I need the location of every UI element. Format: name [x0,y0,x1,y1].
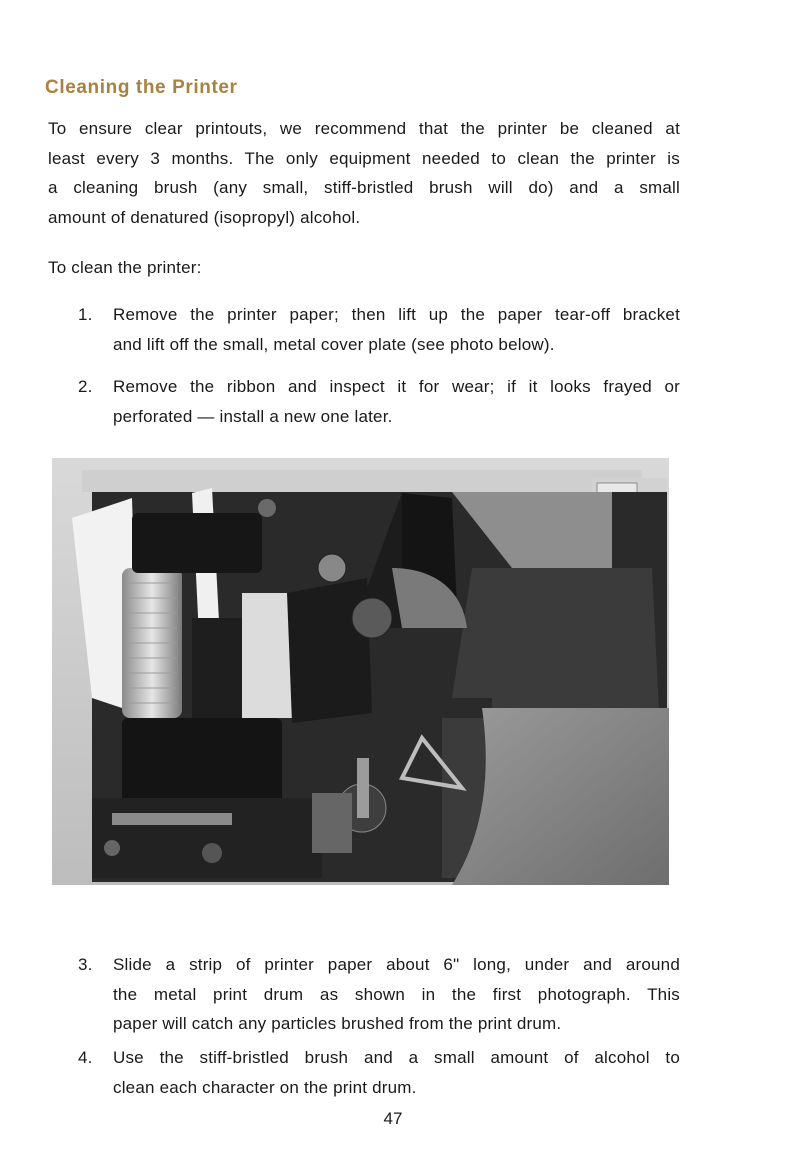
step-line: perforated — install a new one later. [113,406,393,426]
section-heading: Cleaning the Printer [45,77,238,98]
intro-line: amount of denatured (isopropyl) alcohol. [48,207,361,227]
page-number: 47 [383,1109,403,1128]
intro-paragraph [48,114,680,232]
step-item [78,372,680,431]
step-line: Remove the ribbon and inspect it for wear; if it looks frayed or [113,377,680,396]
step-number: 4. [78,1048,93,1067]
step-line: paper will catch any particles brushed from the print drum. [113,1014,562,1033]
step-item [78,300,680,359]
step-line: and lift off the small, metal cover plate (see photo below). [113,334,555,354]
lead-in-text: To clean the printer: [48,258,202,277]
step-line: clean each character on the print drum. [113,1077,417,1097]
step-number: 1. [78,305,93,324]
step-item [78,950,680,1039]
step-item [78,1043,680,1102]
printer-mechanism-photo [52,458,669,885]
step-line: Remove the printer paper; then lift up the paper tear-off bracket [113,305,680,324]
step-line: the metal print drum as shown in the first photograph. This [113,984,680,1004]
step-line: Slide a strip of printer paper about 6" long, under and around [113,955,680,974]
step-line: Use the stiff-bristled brush and a small amount of alcohol to [113,1048,680,1067]
intro-line: a cleaning brush (any small, stiff-bristled brush will do) and a small [48,178,680,197]
intro-line: least every 3 months. The only equipment needed to clean the printer is [48,148,680,168]
step-number: 2. [78,377,93,396]
intro-line: To ensure clear printouts, we recommend that the printer be cleaned at [48,119,680,138]
step-number: 3. [78,955,93,974]
